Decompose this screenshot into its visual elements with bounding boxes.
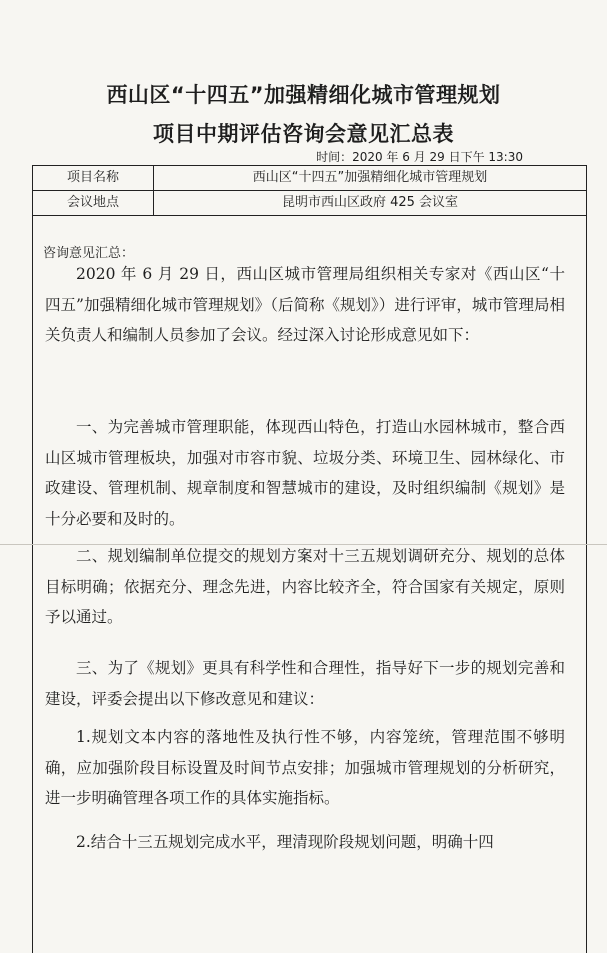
summary-label: 咨询意见汇总：	[43, 246, 135, 261]
meeting-time: 时间：2020 年 6 月 29 日下午 13:30	[316, 150, 523, 164]
opinion-paragraph: 1.规划文本内容的落地性及执行性不够，内容笼统，管理范围不够明确，应加强阶段目标设置及时间节点安排；加强城市管理规划的分析研究，进一步明确管理各项工作的具体实施指标。	[45, 728, 565, 807]
page-fold-line	[0, 544, 607, 545]
opinion-paragraph: 2020 年 6 月 29 日，西山区城市管理局组织相关专家对《西山区“十四五”加强精细化城市管理规划》（后简称《规划》）进行评审，城市管理局相关负责人和编制人员参加了会议。经过深入讨论形成意见如下：	[45, 265, 565, 344]
table-row-location	[33, 191, 586, 216]
project-name-value: 西山区“十四五”加强精细化城市管理规划	[252, 170, 488, 185]
opinion-paragraph: 三、为了《规划》更具有科学性和合理性，指导好下一步的规划完善和建设，评委会提出以下修改意见和建议：	[45, 659, 565, 708]
opinion-paragraph: 二、规划编制单位提交的规划方案对十三五规划调研充分、规划的总体目标明确；依据充分、理念先进，内容比较齐全，符合国家有关规定，原则予以通过。	[45, 547, 565, 626]
project-name-label: 项目名称	[33, 166, 154, 190]
opinion-paragraph: 2.结合十三五规划完成水平，理清现阶段规划问题，明确十四	[76, 833, 494, 851]
table-row-project-name	[33, 166, 586, 191]
document-title-line1: 西山区“十四五”加强精细化城市管理规划	[106, 83, 501, 107]
document-title-line2: 项目中期评估咨询会意见汇总表	[153, 122, 454, 146]
location-value: 昆明市西山区政府 425 会议室	[281, 195, 459, 210]
opinion-table	[32, 165, 587, 953]
opinion-paragraph: 一、为完善城市管理职能，体现西山特色，打造山水园林城市，整合西山区城市管理板块，加强对市容市貌、垃圾分类、环境卫生、园林绿化、市政建设、管理机制、规章制度和智慧城市的建设，及时组织编制《规划》是十分必要和及时的。	[45, 418, 565, 528]
location-label: 会议地点	[33, 191, 154, 215]
